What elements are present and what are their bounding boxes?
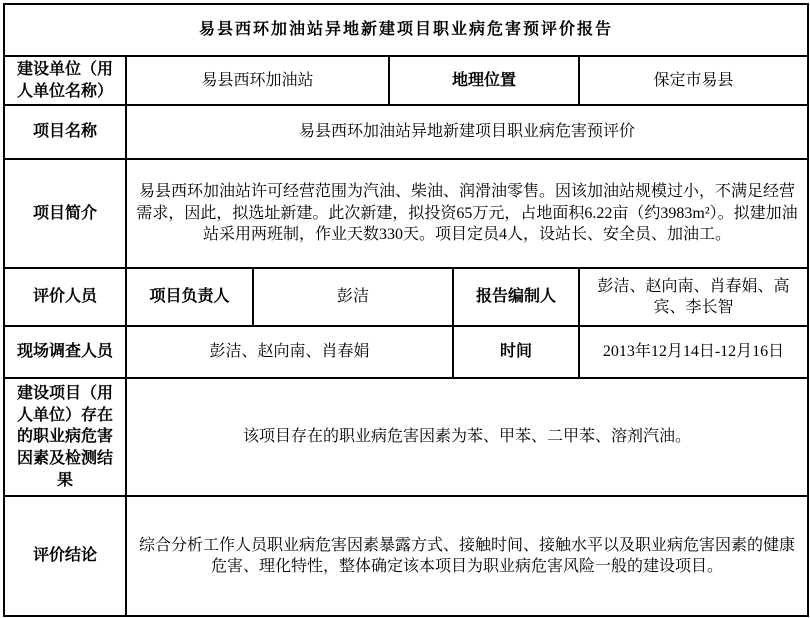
construction-unit-value: 易县西环加油站 [126,56,389,105]
project-name-value: 易县西环加油站异地新建项目职业病危害预评价 [126,105,808,159]
project-name-label: 项目名称 [4,105,126,159]
page-title: 易县西环加油站异地新建项目职业病危害预评价报告 [4,4,808,56]
row-evaluators [4,268,808,326]
row-hazard-factors [4,378,808,496]
row-site-survey [4,326,808,378]
row-conclusion [4,496,808,616]
report-writers-label: 报告编制人 [453,268,579,326]
report-table [3,3,809,617]
hazard-factors-value: 该项目存在的职业病危害因素为苯、甲苯、二甲苯、溶剂汽油。 [126,378,808,496]
hazard-factors-label: 建设项目（用人单位）存在的职业病危害因素及检测结果 [4,378,126,496]
project-intro-value: 易县西环加油站许可经营范围为汽油、柴油、润滑油零售。因该加油站规模过小，不满足经营需求，因此，拟选址新建。此次新建，拟投资65万元，占地面积6.22亩（约3983m²）。拟建加油站采用两班制，作业天数330天。项目定员4人，设站长、安全员、加油工。 [126,159,808,268]
conclusion-value: 综合分析工作人员职业病危害因素暴露方式、接触时间、接触水平以及职业病危害因素的健康危害、理化特性，整体确定该本项目为职业病危害风险一般的建设项目。 [126,496,808,616]
title-row [4,4,808,56]
project-leader-value: 彭洁 [253,268,453,326]
time-label: 时间 [453,326,579,378]
conclusion-label: 评价结论 [4,496,126,616]
location-value: 保定市易县 [579,56,808,105]
location-label: 地理位置 [389,56,579,105]
evaluators-label: 评价人员 [4,268,126,326]
project-intro-label: 项目简介 [4,159,126,268]
site-survey-label: 现场调查人员 [4,326,126,378]
project-leader-label: 项目负责人 [126,268,253,326]
construction-unit-label: 建设单位（用人单位名称） [4,56,126,105]
row-project-intro [4,159,808,268]
report-writers-value: 彭洁、赵向南、肖春娟、高宾、李长智 [579,268,808,326]
row-project-name [4,105,808,159]
time-value: 2013年12月14日-12月16日 [579,326,808,378]
row-construction-unit [4,56,808,105]
site-survey-value: 彭洁、赵向南、肖春娟 [126,326,453,378]
